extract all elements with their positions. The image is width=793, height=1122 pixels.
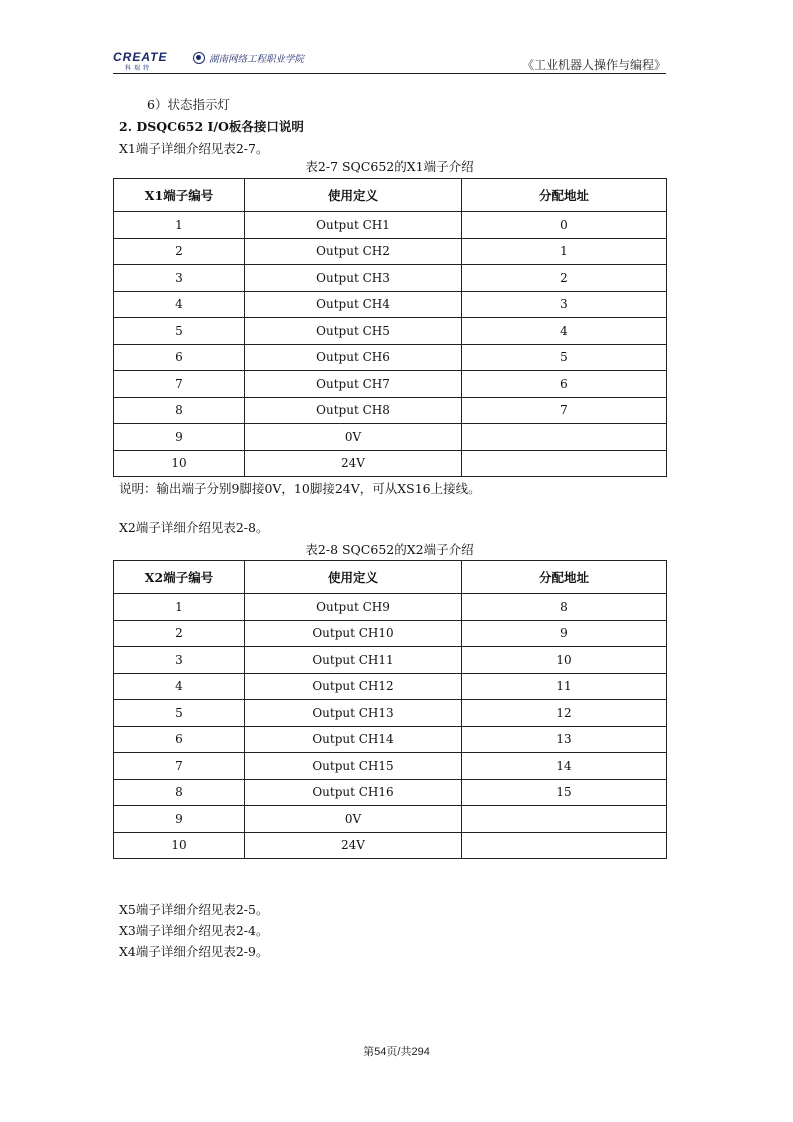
table-cell: 9	[114, 424, 245, 451]
table-cell: 10	[462, 647, 667, 674]
wiring-note: 说明：输出端子分别9脚接0V，10脚接24V，可从XS16上接线。	[119, 481, 481, 496]
table-row	[114, 212, 667, 239]
table-row	[114, 397, 667, 424]
table-header-cell: 分配地址	[462, 179, 667, 212]
page-number: 第54页/共294	[363, 1046, 430, 1058]
table-header-cell: 分配地址	[462, 561, 667, 594]
table-cell: Output CH8	[245, 397, 462, 424]
table-cell: 4	[462, 318, 667, 345]
table-row	[114, 265, 667, 292]
table-cell: 1	[462, 238, 667, 265]
table-cell: Output CH6	[245, 344, 462, 371]
table-cell: 3	[114, 265, 245, 292]
table-cell: 15	[462, 779, 667, 806]
table-cell: 1	[114, 594, 245, 621]
table-row	[114, 753, 667, 780]
table-header-cell: X1端子编号	[114, 179, 245, 212]
table-cell: 8	[114, 397, 245, 424]
table-row	[114, 620, 667, 647]
table-row	[114, 806, 667, 833]
table-cell: 24V	[245, 450, 462, 477]
table-cell: 7	[462, 397, 667, 424]
table-cell: 13	[462, 726, 667, 753]
table-cell: 3	[462, 291, 667, 318]
create-logo: CREATE	[113, 50, 168, 64]
table-cell: 0V	[245, 424, 462, 451]
table-cell: 2	[114, 620, 245, 647]
table-cell: 6	[462, 371, 667, 398]
table-cell: 6	[114, 344, 245, 371]
table-row	[114, 238, 667, 265]
table-cell: 9	[114, 806, 245, 833]
table-cell: Output CH13	[245, 700, 462, 727]
table-cell: 5	[462, 344, 667, 371]
table-row	[114, 700, 667, 727]
table-header-row	[114, 179, 667, 212]
page-header	[113, 50, 666, 74]
table1-caption: 表2-7 SQC652的X1端子介绍	[305, 159, 474, 174]
table-row	[114, 832, 667, 859]
school-seal-icon	[193, 52, 205, 64]
table-cell: 6	[114, 726, 245, 753]
table-cell	[462, 424, 667, 451]
table-cell: 2	[462, 265, 667, 292]
table-cell: Output CH12	[245, 673, 462, 700]
table-cell: Output CH1	[245, 212, 462, 239]
school-logo-text: 湖南网络工程职业学院	[209, 54, 305, 65]
table-header-cell: 使用定义	[245, 561, 462, 594]
x1-intro-text: X1端子详细介绍见表2-7。	[119, 141, 269, 156]
table-header-cell: X2端子编号	[114, 561, 245, 594]
table-cell: Output CH11	[245, 647, 462, 674]
table-cell: 10	[114, 450, 245, 477]
table-cell: Output CH4	[245, 291, 462, 318]
table-cell: 1	[114, 212, 245, 239]
table-cell	[462, 450, 667, 477]
table-cell: 0	[462, 212, 667, 239]
table-cell: Output CH9	[245, 594, 462, 621]
x3-reference-text: X3端子详细介绍见表2-4。	[119, 923, 269, 938]
table-cell	[462, 806, 667, 833]
table-row	[114, 371, 667, 398]
table-cell: 7	[114, 371, 245, 398]
table-cell: 14	[462, 753, 667, 780]
table-row	[114, 424, 667, 451]
table-row	[114, 673, 667, 700]
x4-reference-text: X4端子详细介绍见表2-9。	[119, 944, 269, 959]
x2-terminal-table	[113, 560, 667, 859]
table-cell: 8	[462, 594, 667, 621]
table-cell: Output CH10	[245, 620, 462, 647]
table-cell: 9	[462, 620, 667, 647]
x1-terminal-table	[113, 178, 667, 477]
table-cell: 11	[462, 673, 667, 700]
table-cell: Output CH2	[245, 238, 462, 265]
table-cell: 7	[114, 753, 245, 780]
table-cell: Output CH15	[245, 753, 462, 780]
create-logo-subtext: 科瑞特	[125, 65, 153, 72]
table-cell: Output CH16	[245, 779, 462, 806]
table-row	[114, 344, 667, 371]
table-cell: 4	[114, 673, 245, 700]
table-header-cell: 使用定义	[245, 179, 462, 212]
table-cell	[462, 832, 667, 859]
table2-caption: 表2-8 SQC652的X2端子介绍	[305, 542, 474, 557]
header-divider	[113, 73, 666, 74]
table-cell: Output CH7	[245, 371, 462, 398]
table-cell: 10	[114, 832, 245, 859]
table-row	[114, 450, 667, 477]
section-heading: 2. DSQC652 I/O板各接口说明	[119, 119, 304, 134]
table-cell: Output CH3	[245, 265, 462, 292]
table-row	[114, 726, 667, 753]
table-cell: Output CH14	[245, 726, 462, 753]
table-cell: 5	[114, 700, 245, 727]
table-cell: 12	[462, 700, 667, 727]
table-cell: 24V	[245, 832, 462, 859]
table-header-row	[114, 561, 667, 594]
table-cell: 2	[114, 238, 245, 265]
book-title: 《工业机器人操作与编程》	[521, 58, 666, 72]
table-row	[114, 779, 667, 806]
x5-reference-text: X5端子详细介绍见表2-5。	[119, 902, 269, 917]
table-row	[114, 318, 667, 345]
x2-intro-text: X2端子详细介绍见表2-8。	[119, 520, 269, 535]
table-cell: 5	[114, 318, 245, 345]
table-row	[114, 594, 667, 621]
table-cell: 4	[114, 291, 245, 318]
list-item-status-light: 6）状态指示灯	[147, 97, 230, 112]
table-cell: 0V	[245, 806, 462, 833]
table-cell: Output CH5	[245, 318, 462, 345]
table-cell: 8	[114, 779, 245, 806]
table-row	[114, 291, 667, 318]
table-row	[114, 647, 667, 674]
table-cell: 3	[114, 647, 245, 674]
